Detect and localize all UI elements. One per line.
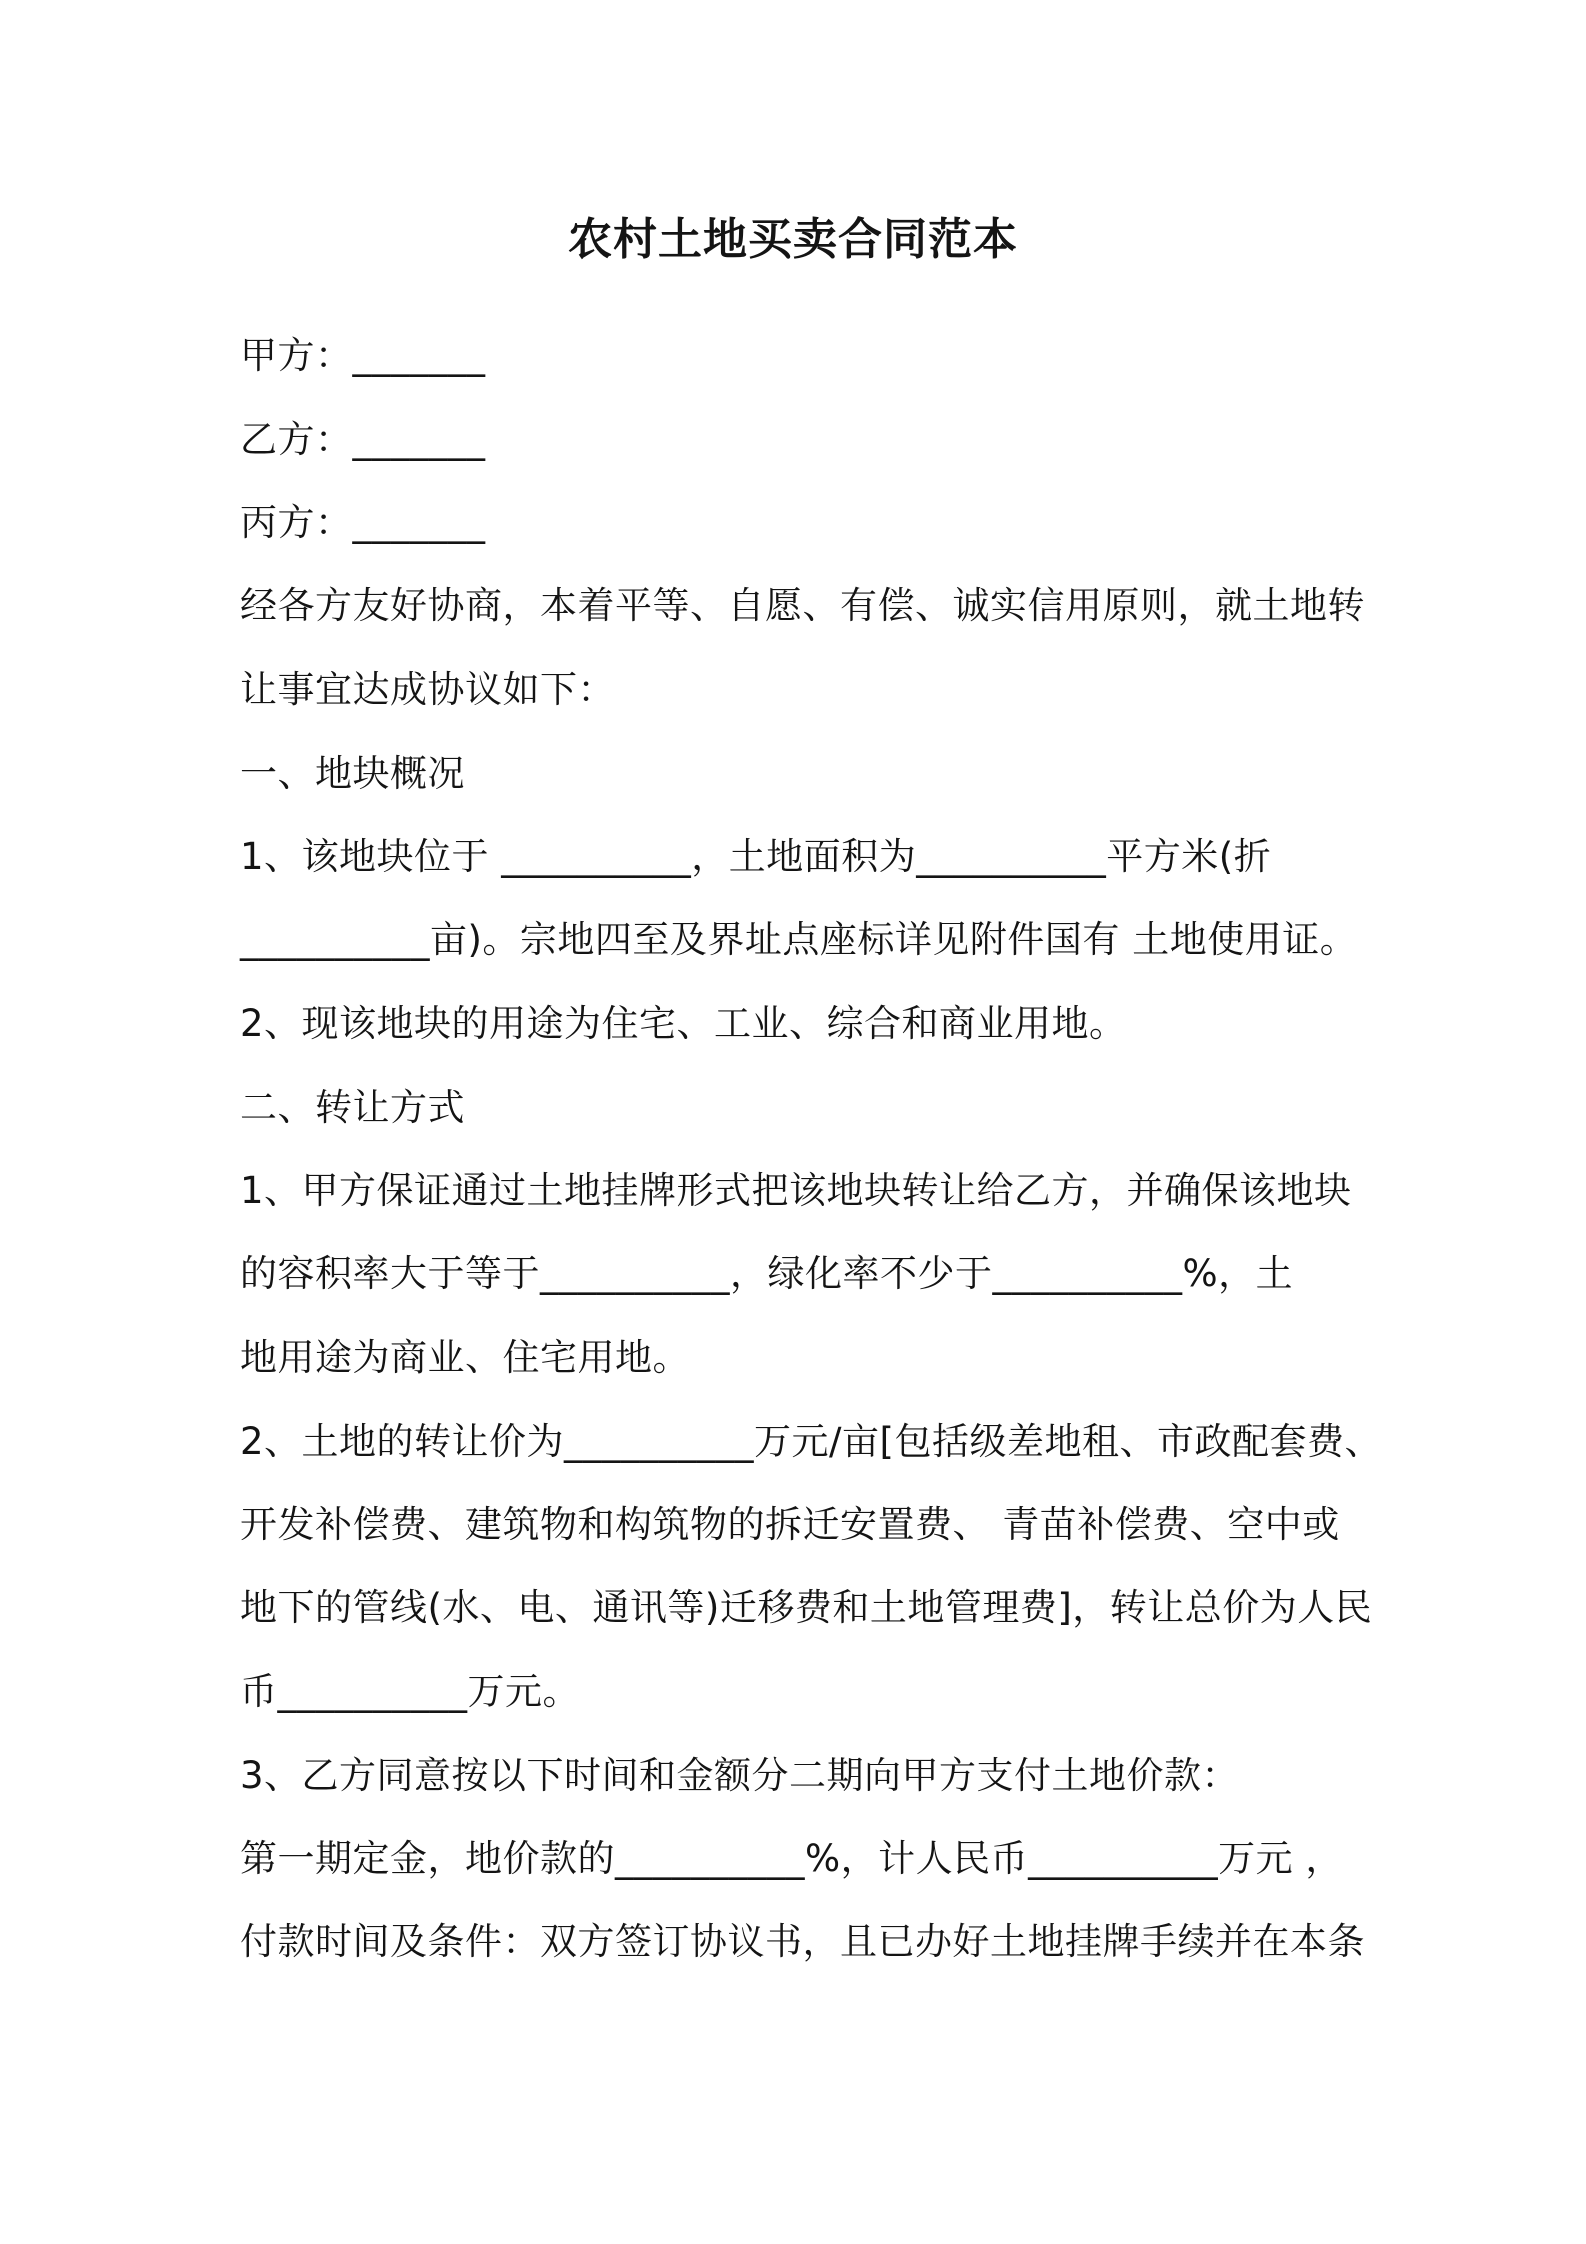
payment-terms-line: 付款时间及条件：双方签订协议书，且已办好土地挂牌手续并在本条 [240,1920,1365,1963]
preamble-line-2: 让事宜达成协议如下： [240,668,615,711]
party-a-line: 甲方：_______ [240,334,486,377]
clause-2-2-line-4: 币__________万元。 [240,1670,580,1713]
clause-1-1-line-2: __________亩)。宗地四至及界址点座标详见附件国有 土地使用证。 [240,918,1358,961]
clause-2-3-line-1: 3、乙方同意按以下时间和金额分二期向甲方支付土地价款： [240,1754,1240,1797]
clause-1-2-line: 2、现该地块的用途为住宅、工业、综合和商业用地。 [240,1002,1127,1045]
clause-2-2-line-3: 地下的管线(水、电、通讯等)迁移费和土地管理费]，转让总价为人民 [240,1586,1373,1629]
clause-2-2-line-1: 2、土地的转让价为__________万元/亩[包括级差地租、市政配套费、 [240,1420,1382,1463]
party-b-line: 乙方：_______ [240,418,486,461]
payment-phase-1-line: 第一期定金，地价款的__________%，计人民币__________万元 ， [240,1837,1343,1880]
preamble-line-1: 经各方友好协商，本着平等、自愿、有偿、诚实信用原则，就土地转 [240,584,1365,627]
party-c-line: 丙方：_______ [240,501,486,544]
clause-1-1-line-1: 1、该地块位于 __________，土地面积为__________平方米(折 [240,835,1272,878]
section-heading-2: 二、转让方式 [240,1086,465,1129]
section-heading-1: 一、地块概况 [240,752,465,795]
document-title: 农村土地买卖合同范本 [568,214,1018,265]
clause-2-2-line-2: 开发补偿费、建筑物和构筑物的拆迁安置费、 青苗补偿费、空中或 [240,1503,1340,1546]
clause-2-1-line-1: 1、甲方保证通过土地挂牌形式把该地块转让给乙方，并确保该地块 [240,1169,1352,1212]
clause-2-1-line-2: 的容积率大于等于__________，绿化率不少于__________%，土 [240,1252,1294,1295]
clause-2-1-line-3: 地用途为商业、住宅用地。 [240,1336,690,1379]
